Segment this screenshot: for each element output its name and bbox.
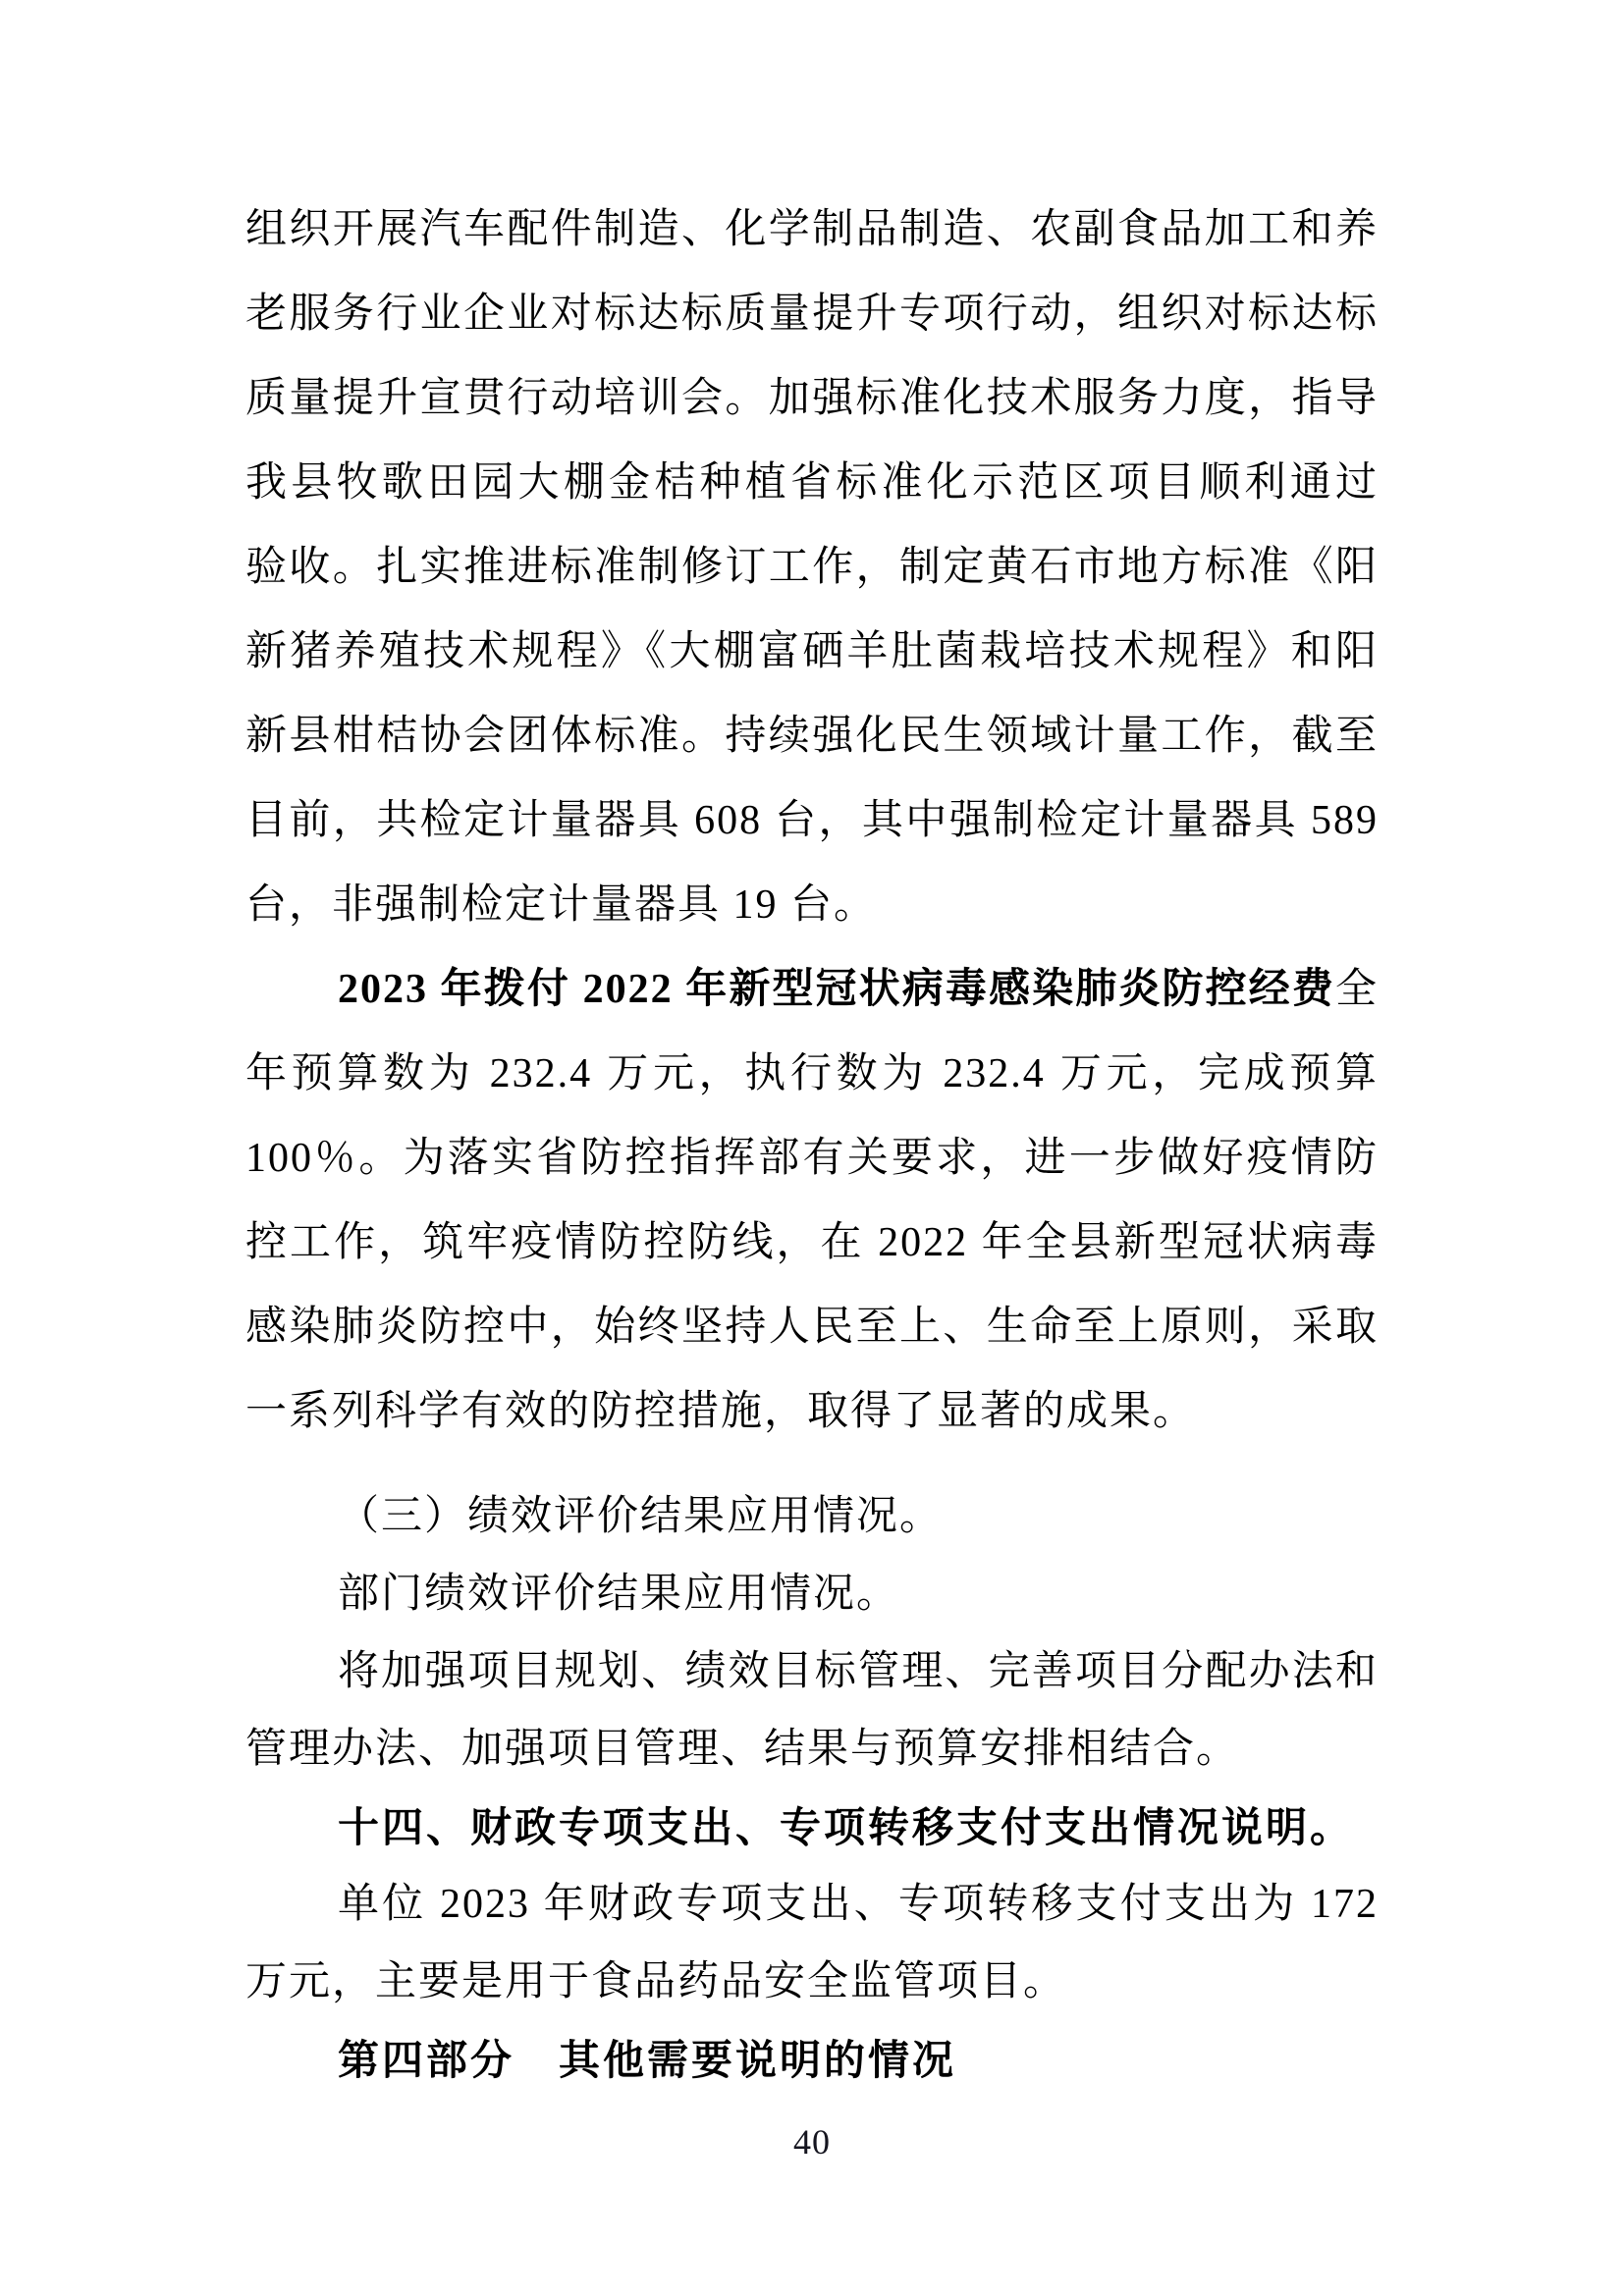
- text-line: 验收。扎实推进标准制修订工作，制定黄石市地方标准《阳: [245, 545, 1379, 590]
- text-line: 将加强项目规划、绩效目标管理、完善项目分配办法和: [338, 1649, 1379, 1694]
- text-line: 台，非强制检定计量器具 19 台。: [245, 882, 878, 928]
- covid-funding-rest: 全: [1334, 967, 1379, 1012]
- text-line: 老服务行业企业对标达标质量提升专项行动，组织对标达标: [245, 292, 1379, 337]
- text-line: 单位 2023 年财政专项支出、专项转移支付支出为 172: [338, 1882, 1379, 1927]
- text-line: 年预算数为 232.4 万元，执行数为 232.4 万元，完成预算: [245, 1051, 1379, 1096]
- subsection-3-heading: （三）绩效评价结果应用情况。: [338, 1494, 944, 1539]
- text-line: 部门绩效评价结果应用情况。: [338, 1572, 900, 1617]
- part-4-heading: 第四部分 其他需要说明的情况: [338, 2037, 957, 2083]
- section-evaluation-results: [245, 1478, 1379, 2099]
- section-14-heading: 十四、财政专项支出、专项转移支付支出情况说明。: [338, 1804, 1355, 1850]
- text-line: 感染肺炎防控中，始终坚持人民至上、生命至上原则，采取: [245, 1305, 1379, 1350]
- text-line: 控工作，筑牢疫情防控防线，在 2022 年全县新型冠状病毒: [245, 1220, 1379, 1265]
- text-line: 新县柑桔协会团体标准。持续强化民生领域计量工作，截至: [245, 714, 1379, 759]
- text-line: 一系列科学有效的防控措施，取得了显著的成果。: [245, 1389, 1197, 1434]
- text-line: 管理办法、加强项目管理、结果与预算安排相结合。: [245, 1727, 1240, 1772]
- text-line: 目前，共检定计量器具 608 台，其中强制检定计量器具 589: [245, 798, 1379, 843]
- text-line: 我县牧歌田园大棚金桔种植省标准化示范区项目顺利通过: [245, 460, 1379, 506]
- paragraph-covid-funding: [245, 947, 1379, 1454]
- page-number: 40: [793, 2122, 831, 2162]
- text-line: 组织开展汽车配件制造、化学制品制造、农副食品加工和养: [245, 207, 1379, 252]
- paragraph-standards-and-metrology: [245, 187, 1379, 947]
- text-line: 新猪养殖技术规程》《大棚富硒羊肚菌栽培技术规程》和阳: [245, 629, 1379, 674]
- text-block: [245, 187, 1379, 2099]
- text-line: 100％。为落实省防控指挥部有关要求，进一步做好疫情防: [245, 1136, 1379, 1181]
- text-line: 质量提升宣贯行动培训会。加强标准化技术服务力度，指导: [245, 376, 1379, 421]
- text-line: 万元，主要是用于食品药品安全监管项目。: [245, 1959, 1067, 2004]
- covid-funding-bold-lead: 2023 年拨付 2022 年新型冠状病毒感染肺炎防控经费: [338, 967, 1335, 1012]
- text-line-mixed-weight: [245, 947, 1379, 1032]
